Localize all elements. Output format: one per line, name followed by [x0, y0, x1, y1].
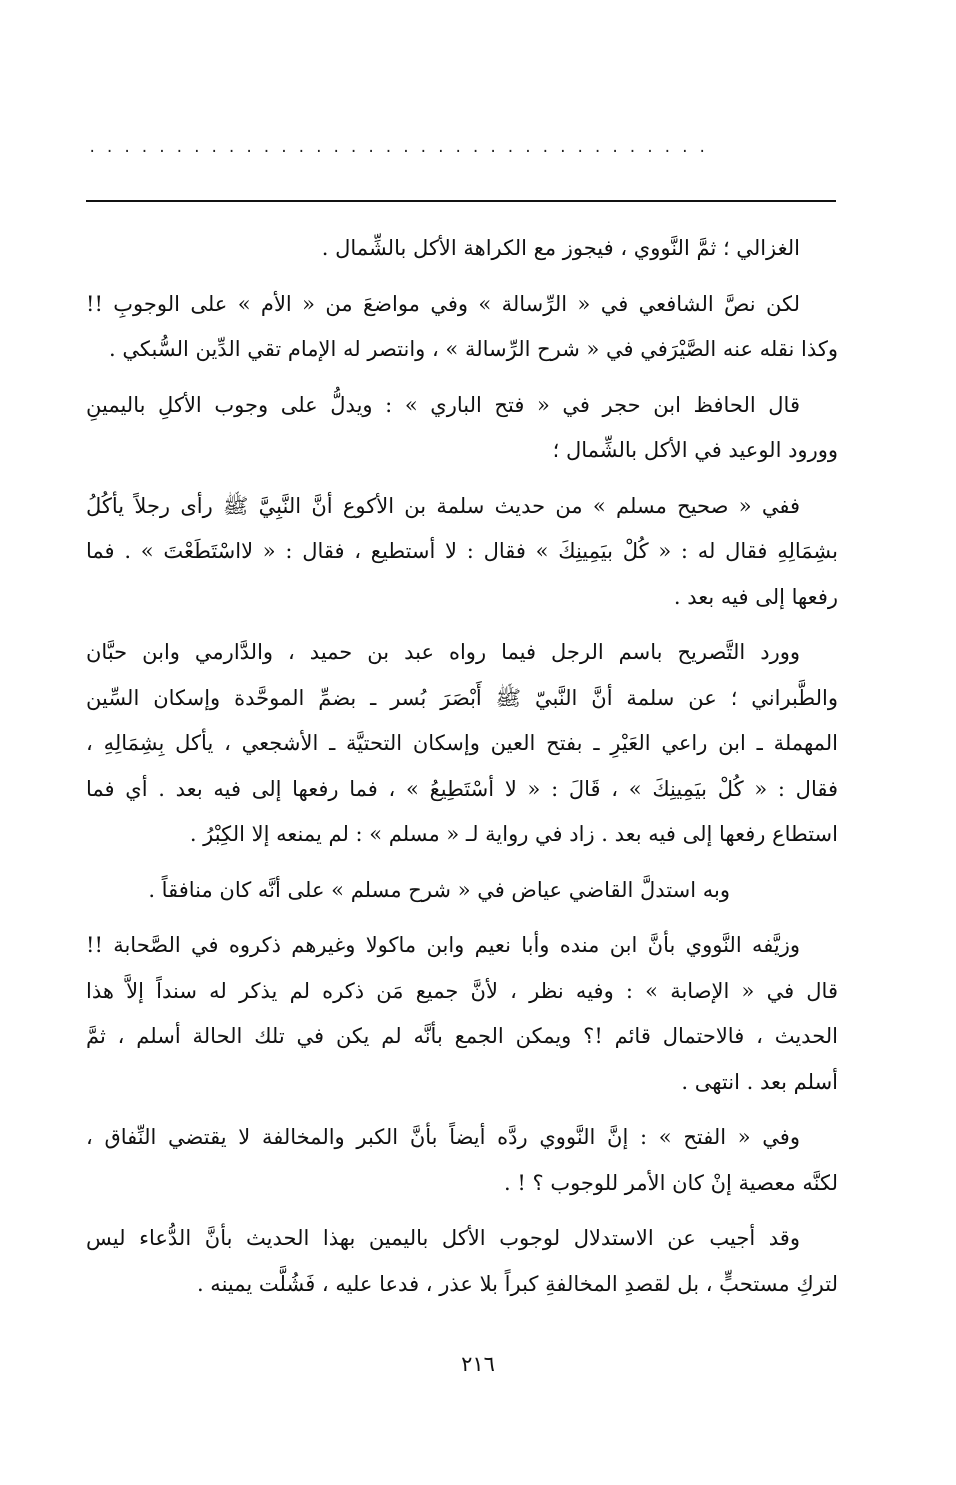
- paragraph-line: وورد التَّصريح باسم الرجل فيما رواه عبد بن حميد ، والدَّارمي وابن حبَّان: [86, 640, 800, 664]
- paragraph-line: لتركِ مستحبٍّ ، بل لقصدِ المخالفةِ كبراً بلا عذر ، فدعا عليه ، فَشُلَّت يمينه .: [196, 1271, 838, 1296]
- paragraph-line: وفي « الفتح » : إنَّ النَّووي ردَّه أيضاً بأنَّ الكبر والمخالفة لا يقتضي النِّفاق ،: [86, 1125, 800, 1149]
- paragraph-line: بشِمَالِهِ فقال له : « كُلْ بيَمِينِكَ » فقال : لا أستطيع ، فقال : « لااسْتَطَعْتَ » . فما: [86, 539, 838, 563]
- paragraph: [86, 1115, 838, 1206]
- paragraph-line: قال في « الإصابة » : وفيه نظر ، لأنَّ جميع مَن ذكره لم يذكر له سنداً إلاَّ هذا: [86, 978, 838, 1003]
- paragraph-line: الحديث ، فالاحتمال قائم !؟ ويمكن الجمع بأنَّه لم يكن في تلك الحالة أسلم ، ثمَّ: [86, 1024, 838, 1048]
- paragraph-line: وزيَّفه النَّووي بأنَّ ابن منده وأبا نعيم وابن ماكولا وغيرهم ذكروه في الصَّحابة !!: [86, 933, 800, 957]
- paragraph: [86, 923, 838, 1105]
- paragraph-line: وكذا نقله عنه الصَّيْرَفي في « شرح الرِّسالة » ، وانتصر له الإمام تقي الدِّين السُّبكي .: [109, 337, 838, 361]
- paragraph-line: والطَّبراني ؛ عن سلمة أنَّ النَّبيّ ﷺ أَبْصَرَ بُسر ـ بضمِّ الموحَّدة وإسكان السِّين: [86, 685, 838, 710]
- page-number: ٢١٦: [461, 1352, 495, 1376]
- body-text: [86, 226, 838, 1317]
- header-rule: [86, 200, 836, 202]
- paragraph-line: أسلم بعد . انتهى .: [681, 1069, 838, 1094]
- paragraph: [86, 282, 838, 373]
- paragraph: [86, 868, 838, 914]
- paragraph-line: لكنَّه معصية إنْ كان الأمر للوجوب ؟ ! .: [504, 1170, 838, 1195]
- paragraph-line: قال الحافظ ابن حجر في « فتح الباري » : ويدلُّ على وجوب الأكلِ باليمينِ: [86, 392, 800, 417]
- paragraph-line: رفعها إلى فيه بعد .: [673, 584, 838, 609]
- paragraph-line: لكن نصَّ الشافعي في « الرِّسالة » وفي مواضعَ من « الأم » على الوجوبِ !!: [86, 291, 800, 316]
- paragraph: [86, 484, 838, 621]
- paragraph-line: فقال : « كُلْ بيَمِينِكَ » ، قَالَ : « لا أسْتَطِيعُ » ، فما رفعها إلى فيه بعد . أي فما: [86, 776, 838, 801]
- paragraph-line: استطاع رفعها إلى فيه بعد . زاد في رواية لـ « مسلم » : لم يمنعه إلا الكِبْرُ .: [189, 822, 838, 846]
- paragraph-line: ففي « صحيح مسلم » من حديث سلمة بن الأكوع أنَّ النَّبِيَّ ﷺ رأى رجلاً يأكُلُ: [86, 493, 800, 518]
- paragraph: [86, 1216, 838, 1307]
- paragraph-line: وورود الوعيد في الأكل بالشِّمال ؛: [552, 438, 838, 462]
- paragraph-line: وبه استدلَّ القاضي عياض في « شرح مسلم » على أنَّه كان منافقاً .: [148, 877, 730, 902]
- paragraph-line: الغزالي ؛ ثمَّ النَّووي ، فيجوز مع الكراهة الأكل بالشِّمال .: [321, 236, 800, 260]
- header-dotted-line: ....................................: [88, 140, 716, 156]
- paragraph-line: وقد أجيب عن الاستدلال لوجوب الأكل باليمين بهذا الحديث بأنَّ الدُّعاء ليس: [86, 1226, 800, 1250]
- paragraph: [86, 630, 838, 858]
- paragraph: [86, 383, 838, 474]
- paragraph: [86, 226, 838, 272]
- paragraph-line: المهملة ـ ابن راعي العَيْرِ ـ بفتح العين وإسكان التحتيَّة ـ الأشجعي ، يأكل بِشِمَالِهِ ،: [86, 731, 838, 755]
